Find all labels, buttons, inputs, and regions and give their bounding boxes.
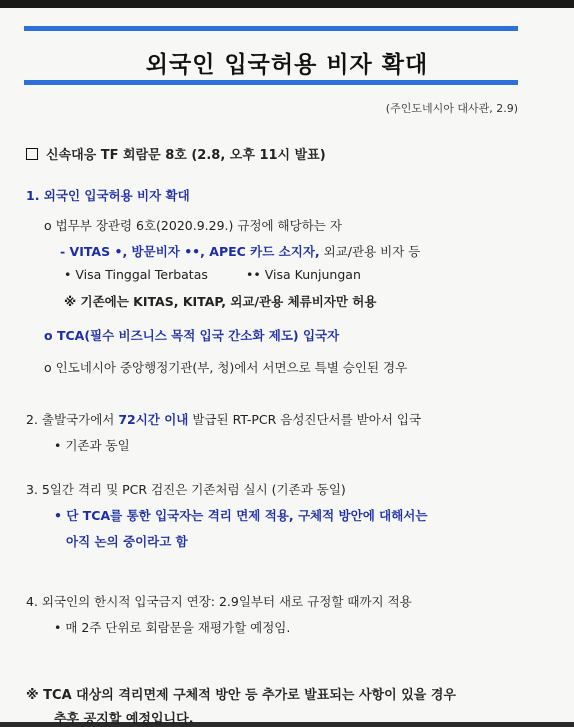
section-4-sub: • 매 2주 단위로 회람문을 재평가할 예정임.: [54, 620, 291, 635]
section-2-sub: • 기존과 동일: [54, 438, 130, 453]
title-bottom-rule: [24, 80, 518, 85]
circular-heading: [26, 144, 326, 163]
section-2-highlight: 72시간 이내: [118, 412, 189, 427]
section-1-visa-note-2: •• Visa Kunjungan: [246, 267, 361, 282]
visa-types-highlight: - VITAS •, 방문비자 ••, APEC 카드 소지자,: [60, 244, 320, 259]
section-3-sub-1: • 단 TCA를 통한 입국자는 격리 면제 적용, 구체적 방안에 대해서는: [54, 508, 428, 523]
section-1-title: 1. 외국인 입국허용 비자 확대: [26, 188, 190, 203]
section-1-item-b: o TCA(필수 비즈니스 목적 입국 간소화 제도) 입국자: [44, 328, 340, 343]
document-title: 외국인 입국허용 비자 확대: [145, 52, 429, 78]
closing-note-line-1: ※ TCA 대상의 격리면제 구체적 방안 등 추가로 발표되는 사항이 있을 경우: [26, 688, 456, 703]
title-top-rule: [24, 26, 518, 31]
section-1-item-a1: [60, 242, 420, 260]
closing-note-line-2: 추후 공지할 예정입니다.: [54, 712, 194, 727]
visa-types-rest: 외교/관용 비자 등: [319, 244, 421, 259]
section-1-item-a: o 법무부 장관령 6호(2020.9.29.) 규정에 해당하는 자: [44, 218, 342, 233]
section-2-pre: 2. 출발국가에서: [26, 412, 119, 427]
top-dark-band: [0, 0, 574, 8]
section-2-title: [26, 410, 421, 428]
section-1-item-c: o 인도네시아 중앙행정기관(부, 청)에서 서면으로 특별 승인된 경우: [44, 360, 408, 375]
section-4-title: 4. 외국인의 한시적 입국금지 연장: 2.9일부터 새로 규정할 때까지 적용: [26, 594, 412, 609]
section-1-previous-note: ※ 기존에는 KITAS, KITAP, 외교/관용 체류비자만 허용: [64, 294, 377, 309]
section-2-post: 발급된 RT-PCR 음성진단서를 받아서 입국: [188, 412, 422, 427]
document-page: [0, 8, 574, 727]
circular-heading-text: 신속대응 TF 회람문 8호 (2.8, 오후 11시 발표): [46, 148, 326, 163]
section-1-visa-note-1: • Visa Tinggal Terbatas: [64, 267, 208, 282]
source-note: (주인도네시아 대사관, 2.9): [385, 102, 518, 115]
section-3-title: 3. 5일간 격리 및 PCR 검진은 기존처럼 실시 (기존과 동일): [26, 482, 346, 497]
section-3-sub-2: 아직 논의 중이라고 함: [66, 534, 188, 549]
checkbox-square-icon: [26, 148, 38, 160]
